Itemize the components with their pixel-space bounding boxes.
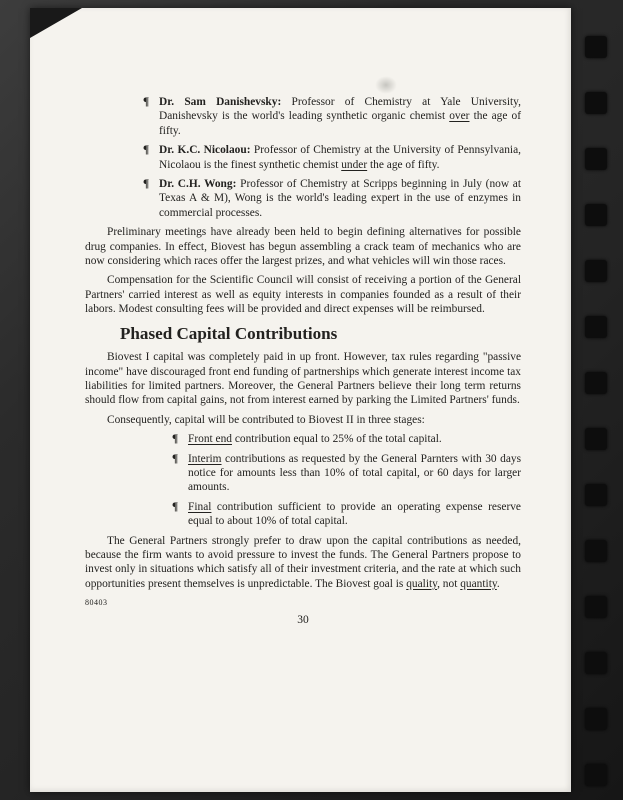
council-member-item bbox=[143, 177, 521, 220]
council-member-description: Professor of Chemistry at Scripps beginning in July (now at Texas A & M), Wong is the world's leading expert in the use of enzymes in commercial processes. bbox=[159, 178, 522, 219]
stage-label: Front end bbox=[188, 433, 232, 446]
binding-hole bbox=[585, 708, 607, 730]
closing-text-mid: , not bbox=[437, 577, 461, 590]
council-member-name: Dr. Sam Danishevsky: bbox=[159, 96, 282, 108]
underlined-word: quality bbox=[406, 577, 438, 590]
council-member-text bbox=[159, 95, 521, 138]
binding-hole bbox=[585, 764, 607, 786]
underlined-word: quantity bbox=[460, 577, 497, 590]
council-member-name: Dr. K.C. Nicolaou: bbox=[159, 144, 251, 157]
stage-description: contributions as requested by the General Parnters with 30 days notice for amounts less than 10% of total capital, or 60 days for larger amounts. bbox=[188, 452, 521, 494]
pilcrow-icon: ¶ bbox=[172, 452, 179, 465]
stage-description: contribution equal to 25% of the total capital. bbox=[231, 433, 442, 446]
closing-text-end: . bbox=[496, 577, 500, 590]
council-member-item bbox=[143, 95, 521, 138]
binding-hole bbox=[585, 540, 607, 562]
paragraph-preliminary: Preliminary meetings have already been held to begin defining alternatives for possible drug companies. In effect, Biovest has begun assembling a crack team of mechanics who are now considering which races offer the largest prizes, and what vehicles will win those races. bbox=[85, 226, 521, 268]
council-member-description-end: the age of fifty. bbox=[159, 110, 521, 137]
stage-label: Final bbox=[188, 500, 212, 513]
pilcrow-icon: ¶ bbox=[143, 96, 150, 108]
paragraph-biovest-capital: Biovest I capital was completely paid in up front. However, tax rules regarding "passive income" have discouraged front end funding of partnerships which generate interest income tax liabilities for limited partners. Moreover, the General Partners believe their long term returns should flow from capital gains, not from interest earned by parking the Limited Partners' funds. bbox=[85, 351, 521, 407]
pilcrow-icon: ¶ bbox=[172, 500, 179, 513]
council-member-name: Dr. C.H. Wong: bbox=[159, 178, 237, 191]
council-member-text bbox=[159, 143, 521, 172]
pilcrow-icon: ¶ bbox=[143, 144, 150, 157]
document-page bbox=[30, 8, 571, 792]
council-member-description: Professor of Chemistry at the University of Pennsylvania, Nicolaou is the finest synthetic chemist bbox=[159, 144, 521, 171]
underlined-word: under bbox=[341, 158, 368, 171]
binding-hole bbox=[585, 428, 607, 450]
stage-item bbox=[172, 500, 521, 529]
stage-description: contribution sufficient to provide an operating expense reserve equal to about 10% of total capital. bbox=[188, 500, 521, 528]
paragraph-closing bbox=[85, 534, 521, 592]
page-number: 30 bbox=[297, 613, 309, 626]
binding-hole bbox=[585, 652, 607, 674]
stage-item bbox=[172, 452, 521, 495]
stage-item bbox=[172, 432, 521, 446]
pilcrow-icon: ¶ bbox=[143, 178, 150, 191]
page-content bbox=[30, 8, 571, 627]
binding-holes bbox=[585, 36, 607, 786]
binding-hole bbox=[585, 36, 607, 58]
binding-hole bbox=[585, 148, 607, 170]
pilcrow-icon: ¶ bbox=[172, 433, 179, 446]
paragraph-consequently: Consequently, capital will be contributed to Biovest II in three stages: bbox=[107, 413, 425, 426]
stage-text bbox=[188, 432, 521, 446]
binding-hole bbox=[585, 596, 607, 618]
council-member-item bbox=[143, 143, 521, 172]
binding-hole bbox=[585, 92, 607, 114]
paragraph-compensation: Compensation for the Scientific Council will consist of receiving a portion of the General Partners' carried interest as well as equity interests in companies founded as a result of their labors. Modest consulting fees will be provided and direct expenses will be reimbursed. bbox=[85, 274, 521, 316]
underlined-word: over bbox=[449, 110, 470, 123]
stage-label: Interim bbox=[188, 452, 222, 465]
stage-text bbox=[188, 500, 521, 529]
closing-text: The General Partners strongly prefer to draw upon the capital contributions as needed, because the firm wants to avoid pressure to invest the funds. The General Partners propose to invest only in situations which satisfy all of their investment criteria, and the rate at which such opportunities present themselves is unpredictable. The Biovest goal is bbox=[85, 534, 521, 590]
binding-hole bbox=[585, 372, 607, 394]
stage-text bbox=[188, 452, 521, 495]
binding-hole bbox=[585, 204, 607, 226]
section-heading: Phased Capital Contributions bbox=[120, 323, 338, 343]
council-member-text bbox=[159, 177, 521, 220]
binding-hole bbox=[585, 316, 607, 338]
binding-hole bbox=[585, 484, 607, 506]
council-member-description-end: the age of fifty. bbox=[367, 158, 440, 171]
binding-hole bbox=[585, 260, 607, 282]
council-member-description: Professor of Chemistry at Yale University, Danishevsky is the world's leading synthetic organic chemist bbox=[159, 96, 521, 123]
document-number: 80403 bbox=[85, 598, 108, 608]
